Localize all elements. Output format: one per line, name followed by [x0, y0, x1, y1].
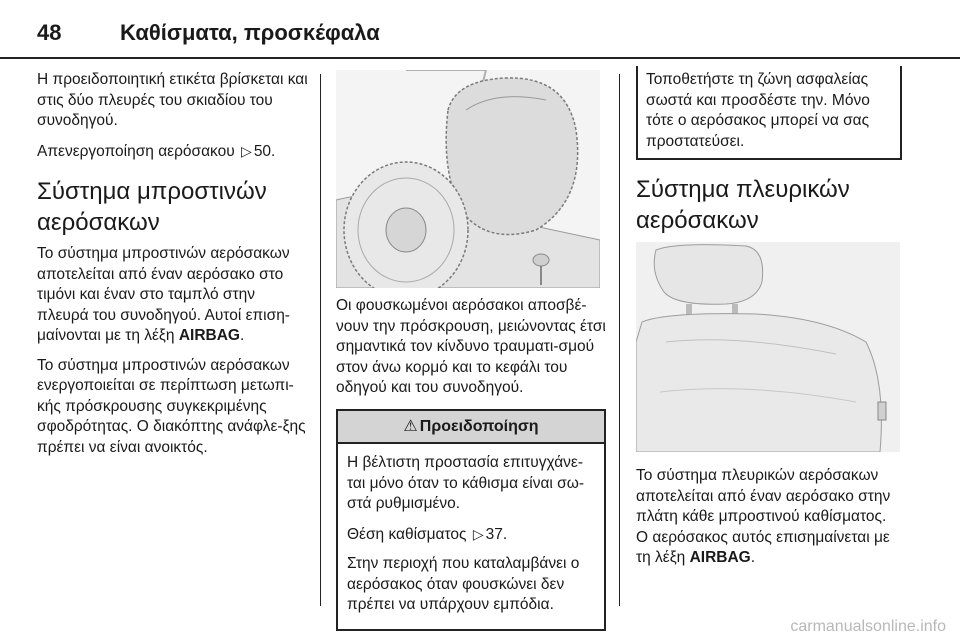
column-divider-2	[619, 74, 620, 606]
seat-illustration	[636, 242, 900, 452]
page-number: 48	[37, 20, 62, 45]
seatbelt-note-box	[636, 66, 902, 160]
airbag-label: AIRBAG	[178, 327, 240, 344]
airbag-label: AIRBAG	[689, 549, 751, 566]
column-3	[636, 70, 902, 578]
label-location-text: Η προειδοποιητική ετικέτα βρίσκεται και στις δύο πλευρές του σκιαδίου του συνοδηγού.	[37, 71, 308, 129]
page-title: Καθίσματα, προσκέφαλα	[120, 20, 380, 45]
front-airbag-illustration	[336, 70, 600, 288]
ref-text: Θέση καθίσματος	[347, 525, 467, 543]
front-airbag-text: Το σύστημα μπροστινών αερόσακων αποτελείται από έναν αερόσακο στο τιμόνι και έναν στο ταμπλό στην πλευρά του συνοδηγού. Αυτοί επιση-μαίνονται με τη λέξη	[37, 245, 290, 344]
warning-header	[338, 411, 604, 445]
front-airbag-activation: Το σύστημα μπροστινών αερόσακων ενεργοποιείται σε περίπτωση μετωπι-κής πρόσκρουσης συγκεκριμένης σφοδρότητας. Ο διακόπτης ανάφλε-ξης πρέπει να είναι ανοικτός.	[37, 356, 306, 456]
section-heading-front-airbags: Σύστημα μπροστινών αερόσακων	[37, 178, 267, 236]
page-header	[0, 0, 960, 58]
seatbelt-note-text: Τοποθετήστε τη ζώνη ασφαλείας σωστά και προσδέστε την. Μόνο τότε ο αερόσακος μπορεί να σας προστατεύσει.	[646, 71, 870, 150]
ref-arrow-icon: ▷	[472, 525, 484, 542]
ref-text: Απενεργοποίηση αερόσακου	[37, 142, 235, 160]
column-2	[336, 70, 606, 631]
section-heading-side-airbags: Σύστημα πλευρικών αερόσακων	[636, 176, 850, 234]
warning-triangle-icon: ⚠	[403, 417, 418, 435]
airbag-deactivation-ref	[37, 141, 309, 163]
warning-title: Προειδοποίηση	[419, 417, 539, 435]
seat-position-ref	[347, 524, 595, 546]
side-airbag-description: Το σύστημα πλευρικών αερόσακων αποτελείται από έναν αερόσακο στην πλάτη κάθε μπροστινού καθίσματος. Ο αερόσακος αυτός επισημαίνεται με τη λέξη AIRBAG.	[636, 467, 891, 566]
ref-page[interactable]: 37.	[485, 525, 508, 543]
header-rule	[0, 57, 960, 59]
column-1	[37, 70, 309, 467]
ref-page[interactable]: 50.	[253, 142, 276, 160]
watermark: carmanualsonline.info	[790, 618, 946, 635]
ref-arrow-icon: ▷	[241, 142, 252, 159]
front-airbag-description: Το σύστημα μπροστινών αερόσακων αποτελείται από έναν αερόσακο στο τιμόνι και έναν στο ταμπλό στην πλευρά του συνοδηγού. Αυτοί επιση-μαίνονται με τη λέξη AIRBAG.	[37, 245, 290, 344]
warning-text-1: Η βέλτιστη προστασία επιτυγχάνε-ται μόνο όταν το κάθισμα είναι σω-στά ρυθμισμένο.	[347, 454, 584, 512]
warning-box	[336, 409, 606, 631]
warning-text-3: Στην περιοχή που καταλαμβάνει ο αερόσακος όταν φουσκώνει δεν πρέπει να υπάρχουν εμπόδια.	[347, 555, 580, 613]
side-airbag-text: Το σύστημα πλευρικών αερόσακων αποτελείται από έναν αερόσακο στην πλάτη κάθε μπροστινού καθίσματος. Ο αερόσακος αυτός επισημαίνεται με τη λέξη	[636, 467, 891, 566]
column-divider-1	[320, 74, 321, 606]
illustration-caption: Οι φουσκωμένοι αερόσακοι αποσβέ-νουν την πρόσκρουση, μειώνοντας έτσι σημαντικά τον κίνδυνο τραυματι-σμού στον άνω κορμό και το κεφάλι του οδηγού και του συνοδηγού.	[336, 297, 606, 396]
warning-body	[338, 444, 604, 629]
